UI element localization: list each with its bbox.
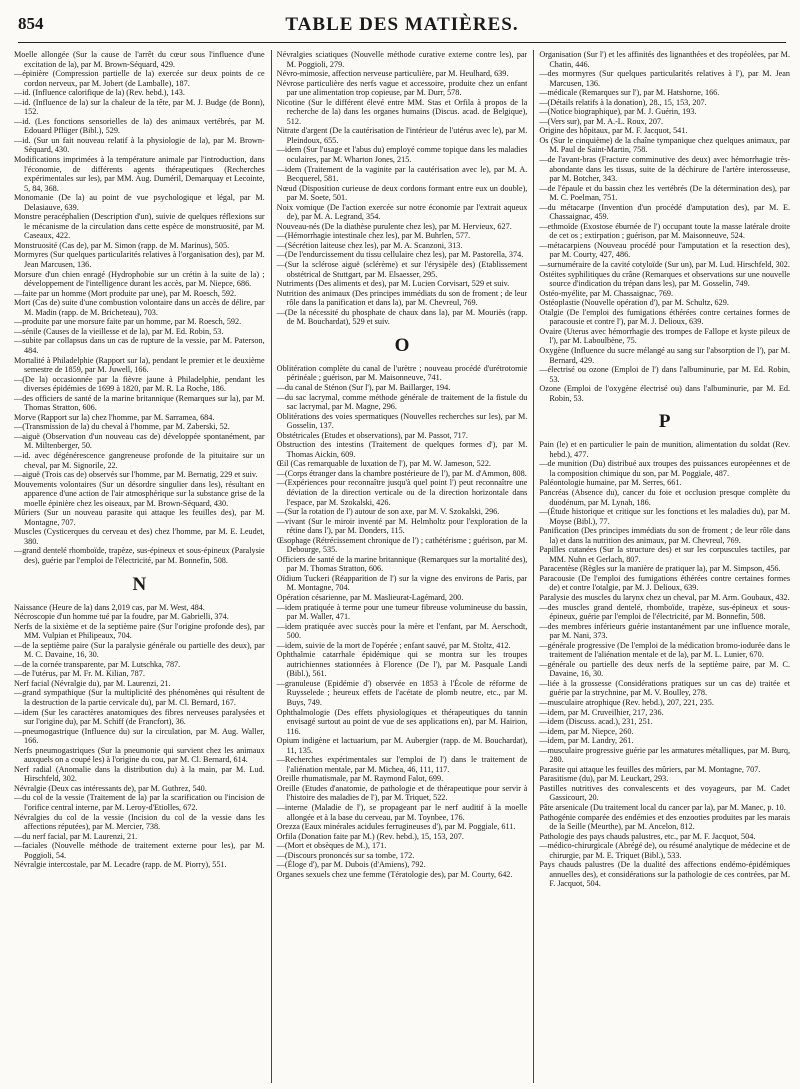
index-entry: —de l'avant-bras (Fracture comminutive des deux) avec hémorrhagie très-abondante dans les tissus, suite de la déchirure de l'artère interosseuse, par M. Botcher, 343. (539, 155, 791, 184)
index-entry: Muscles (Cysticerques du cerveau et des) chez l'homme, par M. E. Leudet, 380. (14, 527, 265, 546)
index-entry: —Recherches expérimentales sur l'emploi de l') dans le traitement de l'aliénation mentale, par M. Michea, 46, 111, 117. (276, 755, 528, 774)
index-entry: Orezza (Eaux minérales acidules ferrugineuses d'), par M. Poggiale, 611. (276, 822, 516, 832)
index-entry: —de l'épaule et du bassin chez les vertébrés (De la détermination des), par M. C. Poelman, 751. (539, 183, 791, 203)
index-entry: —(Sécrétion laiteuse chez les), par M. A. Scanzoni, 313. (276, 240, 463, 250)
index-entry: Mort (Cas de) suite d'une combustion volontaire dans un accès de délire, par M. Madin (rapp. de M. Bricheteau), 703. (14, 298, 265, 317)
index-entry: Morve (Rapport sur la) chez l'homme, par M. Sarramea, 684. (14, 412, 215, 422)
page-title: TABLE DES MATIÈRES. (285, 14, 519, 35)
header-rule (18, 42, 786, 43)
index-entry: —(Détails relatifs à la donation), 28., 15, 153, 207. (539, 97, 707, 107)
index-entry: —générale progressive (De l'emploi de la médication bromo-iodurée dans le traitement de l'aliénation mentale et de la), par M. L. Lunier, 670. (539, 640, 791, 660)
section-letter-heading: O (394, 334, 410, 356)
index-entry: —(Transmission de la) du cheval à l'homme, par M. Zaberski, 52. (14, 422, 230, 432)
column-right (533, 50, 790, 1083)
index-entry: —(Mort et obsèques de M.), 171. (276, 841, 387, 851)
index-entry: Mouvements volontaires (Sur un désordre singulier dans les), résultant en apparence d'une action de l'air atmosphérique sur la substance grise de la moelle épinière chez les oiseaux, par M. Brown-Séquard, 430. (14, 479, 265, 508)
page-number: 854 (18, 14, 44, 33)
index-entry: Monstruosité (Cas de), par M. Simon (rapp. de M. Marinus), 505. (14, 240, 230, 250)
index-entry: Parasitisme (du), par M. Leuckart, 293. (539, 774, 669, 784)
index-entry: Officiers de santé de la marine britannique (Remarques sur la mortalité des), par M. Thomas Stratton, 606. (276, 554, 528, 574)
index-entry: Origine des hôpitaux, par M. F. Jacquot, 541. (539, 126, 688, 136)
index-entry: Nitrate d'argent (De la cautérisation de l'intérieur de l'utérus avec le), par M. Pleindoux, 655. (276, 126, 528, 145)
index-entry: Mormyres (Sur quelques particularités relatives à l'organisation des), par M. Jean Marcusen, 136. (14, 250, 265, 270)
index-entry: Nouveau-nés (De la diathèse purulente chez les), par M. Hervieux, 627. (276, 221, 512, 231)
index-entry: Ostéoplastie (Nouvelle opération d'), par M. Schultz, 629. (539, 298, 729, 308)
index-entry: Pastilles nutritives des convalescents et des voyageurs, par M. Cadet Gassicourt, 20. (539, 783, 791, 803)
index-entry: Oreille rhumatismale, par M. Raymond Falot, 699. (276, 774, 444, 784)
index-entry: Nerfs de la sixième et de la septième paire (Sur l'origine profonde des), par MM. Vulpian et Philipeaux, 704. (14, 621, 265, 641)
index-entry: Névralgie (Deux cas intéressants de), par M. Guthrez, 540. (14, 783, 207, 793)
index-entry: Pain (le) et en particulier le pain de munition, alimentation du soldat (Rev. hebd.), 477. (539, 440, 791, 459)
index-entry: —(Sur la rotation de l') autour de son axe, par M. V. Szokalski, 296. (276, 507, 500, 517)
index-entry: Paracentèse (Règles sur la manière de pratiquer la), par M. Simpson, 456. (539, 564, 781, 574)
index-entry: Ostéo-myélite, par M. Chassaignac, 769. (539, 288, 674, 298)
index-entry: —id. avec dégénérescence gangreneuse profonde de la pituitaire sur un cheval, par M. Signorile, 22. (14, 450, 265, 470)
index-entry: —grand dentelé rhomboïde, trapèze, sus-épineux et sous-épineux (Paralysie des), guérie par l'emploi de l'électricité, par M. Bonnefin, 508. (14, 546, 265, 565)
index-entry: —de munition (Du) distribué aux troupes des puissances européennes et de la composition chimique du son, par M. Poggiale, 487. (539, 459, 791, 478)
index-entry: Névralgies sciatiques (Nouvelle méthode curative externe contre les), par M. Poggioli, 279. (276, 50, 528, 69)
index-entry: —granuleuse (Epidémie d') observée en 1853 à l'École de réforme de Ruysselede ; heureux effets de l'acétate de plomb neutre, etc., par M. Buys, 749. (276, 678, 528, 707)
index-entry: —électrisé ou ozone (Emploi de l') dans l'albuminurie, par M. Ed. Robin, 53. (539, 365, 791, 384)
index-entry: —interne (Maladie de l'), se propageant par le nerf auditif à la moelle allongée et à la base du cerveau, par M. Toynbee, 176. (276, 803, 528, 822)
index-entry: Oxygène (Influence du sucre mélangé au sang sur l'absorption de l'), par M. Bernard, 429. (539, 345, 791, 365)
index-entry: Paralysie des muscles du larynx chez un cheval, par M. Arm. Goubaux, 432. (539, 592, 790, 602)
index-entry: —pneumogastrique (Influence du) sur la circulation, par M. Aug. Waller, 166. (14, 726, 265, 746)
index-entry: Organes sexuels chez une femme (Tératologie des), par M. Courty, 642. (276, 869, 513, 879)
index-entry: —idem, par M. Cruveilhier, 217, 236. (539, 707, 664, 717)
index-entry: Oblitérations des voies spermatiques (Nouvelles recherches sur les), par M. Gosselin, 137. (276, 411, 528, 431)
index-entry: Papilles cutanées (Sur la structure des) et sur les corpuscules tactiles, par MM. Nuhn et Gerlach, 807. (539, 545, 791, 564)
index-entry: Névralgie intercostale, par M. Lecadre (rapp. de M. Piorry), 551. (14, 860, 227, 870)
index-entry: —idem, suivie de la mort de l'opérée ; enfant sauvé, par M. Stoltz, 412. (276, 640, 511, 650)
index-entry: Nœud (Disposition curieuse de deux cordons formant entre eux un double), par M. Soete, 501. (276, 183, 528, 203)
index-entry: —des mormyres (Sur quelques particularités relatives à l'), par M. Jean Marcusen, 136. (539, 69, 791, 88)
index-entry: Panification (Des principes immédiats du son de froment ; de leur rôle dans la) et dans la nutrition des animaux, par M. Chevreul, 769. (539, 526, 791, 545)
index-entry: —id. (Influence calorifique de la) (Rev. hebd.), 143. (14, 88, 185, 98)
index-entry: Nerfs pneumogastriques (Sur la pneumonie qui survient chez les animaux auxquels on a coupé les) à l'origine du cou, par M. Cl. Bernard, 614. (14, 745, 265, 765)
index-entry: —idem pratiquée à terme pour une tumeur fibreuse volumineuse du bassin, par M. Waller, 471. (276, 602, 528, 622)
index-entry: —idem (Traitement de la vaginite par la cautérisation avec le), par M. A. Becquerel, 581. (276, 164, 528, 184)
index-entry: —des officiers de santé de la marine britannique (Remarques sur la), par M. Thomas Stratton, 606. (14, 393, 265, 413)
index-entry: —(Vers sur), par M. A.-L. Roux, 207. (539, 116, 664, 126)
index-entry: —(Discours prononcés sur sa tombe, 172. (276, 850, 415, 860)
index-entry: Noix vomique (De l'action exercée sur notre économie par l'extrait aqueux de), par M. A. Legrand, 354. (276, 202, 528, 222)
index-entry: —id. (Sur un fait nouveau relatif à la physiologie de la), par M. Brown-Séquard, 430. (14, 135, 265, 155)
index-entry: Nutrition des animaux (Des principes immédiats du son de froment ; de leur rôle dans la panification et dans la), par M. Chevreul, 769. (276, 288, 528, 308)
index-entry: Ostéites syphilitiques du crâne (Remarques et observations sur une nouvelle source d'indication du trépan dans les), par M. Gosselin, 749. (539, 269, 791, 289)
index-entry: Oreille (Etudes d'anatomie, de pathologie et de thérapeutique pour servir à l'histoire des maladies de l'), par M. Triquet, 522. (276, 783, 528, 803)
index-entry: Œsophage (Rétrécissement chronique de l') ; cathétérisme ; guérison, par M. Debourge, 535. (276, 535, 528, 555)
index-entry: Nécroscopie d'un homme tué par la foudre, par M. Gabrielli, 374. (14, 612, 229, 622)
index-entry: —(De la nécessité du phosphate de chaux dans la), par M. Mouriès (rapp. de M. Bouchardat), 529 et suiv. (276, 307, 528, 327)
index-entry: —du canal de Sténon (Sur l'), par M. Baillarger, 194. (276, 382, 451, 392)
index-entry: Moelle allongée (Sur la cause de l'arrêt du cœur sous l'influence d'une excitation de la), par M. Brown-Séquard, 429. (14, 50, 265, 69)
index-entry: —musculaire atrophique (Rev. hebd.), 207, 221, 235. (539, 698, 714, 707)
index-columns (14, 50, 790, 1083)
index-entry: —(Sur la sclérose aiguë (sclérème) et sur l'érysipèle des) (Etablissement obstétrical de Stuttgart, par M. Elsaesser, 295. (276, 260, 528, 279)
column-middle (271, 50, 528, 1083)
index-entry: —médicale (Remarques sur l'), par M. Hatshorne, 166. (539, 88, 720, 98)
index-entry: Monomanie (De la) au point de vue psychologique et légal, par M. Delasiauve, 639. (14, 193, 265, 212)
index-entry: —des muscles grand dentelé, rhomboïde, trapèze, sus-épineux et sous-épineux, guérie par l'emploi de l'électricité, par M. Bonnefin, 508. (539, 602, 791, 622)
index-entry: Nutriments (Des aliments et des), par M. Lucien Corvisart, 529 et suiv. (276, 279, 510, 289)
index-entry: —ethmoïde (Exostose éburnée de l') occupant toute la masse latérale droite de cet os ; extirpation ; guérison, par M. Maisonneuve, 524. (539, 221, 791, 241)
index-entry: Névrose particulière des nerfs vague et accessoire, produite chez un enfant par une alimentation trop copieuse, par M. Durr, 578. (276, 78, 528, 98)
index-entry: —(De l'endurcissement du tissu cellulaire chez les), par M. Pastorella, 374. (276, 250, 524, 260)
section-letter-heading: P (658, 411, 671, 433)
index-entry: Pâte arsenicale (Du traitement local du cancer par la), par M. Manec, p. 10. (539, 803, 786, 813)
index-entry: Paracousie (De l'emploi des fumigations éthérées contre certaines formes de) et contre l'otalgie, par M. J. Delioux, 639. (539, 573, 791, 593)
index-entry: —id. (Les fonctions sensorielles de la) des animaux vertébrés, par M. Edouard Pflüger (Bibl.), 529. (14, 116, 265, 136)
index-entry: Pancréas (Absence du), cancer du foie et occlusion presque complète du duodénum, par M. Lynah, 186. (539, 487, 791, 507)
index-entry: —épinière (Compression partielle de la) exercée sur deux points de ce cordon nerveux, par M. Jobert (de Lamballe), 187. (14, 69, 265, 88)
index-entry: Nerf facial (Névralgie du), par M. Laurenzi, 21. (14, 678, 171, 688)
index-entry: —aiguë (Observation d'un nouveau cas de) développée spontanément, par M. Miltenberger, 50. (14, 431, 265, 451)
index-entry: —idem, par M. Niepce, 260. (539, 726, 634, 736)
index-entry: —de l'utérus, par M. Fr. M. Kilian, 787. (14, 669, 145, 679)
index-entry: —(Notice biographique), par M. J. Guérin, 193. (539, 107, 697, 117)
index-entry: —générale ou partielle des deux nerfs de la septième paire, par M. C. Davaine, 16, 30. (539, 659, 791, 679)
index-entry: —idem (Discuss. acad.), 231, 251. (539, 717, 653, 727)
index-entry: —faciales (Nouvelle méthode de traitement externe pour les), par M. Poggioli, 54. (14, 841, 265, 860)
index-entry: Névralgies du col de la vessie (Incision du col de la vessie dans les affections réputées), par M. Mercier, 738. (14, 812, 265, 832)
index-entry: Monstre peracéphalien (Description d'un), suivie de quelques réflexions sur le mécanisme de la circulation dans cette espèce de monstruosité, par M. Caseaux, 422. (14, 212, 265, 241)
index-entry: —subite par collapsus dans un cas de rupture de la vessie, par M. Paterson, 484. (14, 336, 265, 355)
index-entry: Oblitération complète du canal de l'urètre ; nouveau procédé d'urétrotomie périnéale ; guérison, par M. Maisonneuve, 741. (276, 363, 528, 383)
index-entry: —du métacarpe (Invention d'un procédé d'amputation des), par M. E. Chassaignac, 459. (539, 202, 791, 222)
page-header (18, 14, 786, 44)
index-entry: —produite par une morsure faite par un homme, par M. Roesch, 592. (14, 317, 242, 327)
index-entry: —(De la) occasionnée par la fièvre jaune à Philadelphie, pendant les diverses épidémies de 1699 à 1820, par M. R. La Roche, 186. (14, 374, 265, 394)
index-entry: —(Corps étranger dans la chambre postérieure de l'), par M. d'Ammon, 808. (276, 468, 527, 478)
index-entry: Modifications imprimées à la température animale par l'introduction, dans l'économie, de différents agents thérapeutiques (Recherches expérimentales sur les), par MM. Aug. Duméril, Demarquay et Lecointe, 5, 84, 368. (14, 155, 265, 193)
section-letter-heading: N (132, 573, 147, 595)
index-entry: Otalgie (De l'emploi des fumigations éthérées contre certaines formes de paracousie et contre l'), par M. J. Delioux, 639. (539, 307, 791, 327)
index-entry: —des membres inférieurs guérie instantanément par une influence morale, par M. Nani, 373. (539, 621, 791, 641)
index-entry: Opération césarienne, par M. Maslieurat-Lagémard, 200. (276, 592, 464, 602)
index-entry: —sénile (Causes de la vieillesse et de la), par M. Ed. Robin, 53. (14, 326, 224, 336)
index-entry: Névro-mimosie, affection nerveuse particulière, par M. Heulhard, 639. (276, 69, 509, 79)
index-entry: Os (Sur le cinquième) de la chaîne tympanique chez quelques animaux, par M. Paul de Saint-Martin, 758. (539, 135, 791, 155)
index-entry: —idem, par M. Landry, 261. (539, 736, 634, 746)
index-entry: Opium indigène et lactuarium, par M. Aubergier (rapp. de M. Bouchardat), 11, 135. (276, 736, 528, 755)
index-entry: Pays chauds palustres (De la dualité des affections endémo-épidémiques annuelles des), et considérations sur la pathologie de ces contrées, par M. F. Jacquot, 504. (539, 860, 791, 889)
index-entry: Œil (Cas remarquable de luxation de l'), par M. W. Jameson, 522. (276, 459, 491, 469)
index-entry: Pathologie des pays chauds palustres, etc., par M. F. Jacquot, 504. (539, 831, 756, 841)
index-entry: Ophthalmologie (Des effets physiologiques et thérapeutiques du tannin envisagé surtout au point de vue de ses applications en), par M. Hairion, 116. (276, 707, 528, 736)
index-entry: Morsure d'un chien enragé (Hydrophobie sur un crétin à la suite de la) ; développement de l'intelligence durant les accès, par M. Niepce, 686. (14, 269, 265, 289)
column-left (14, 50, 265, 1083)
index-entry: Mortalité à Philadelphie (Rapport sur la), pendant le premier et le deuxième semestre de 1859, par M. Juwell, 166. (14, 355, 265, 375)
index-entry: —(Éloge d'), par M. Dubois (d'Amiens), 792. (276, 860, 426, 870)
index-entry: —idem (Sur l'usage et l'abus du) employé comme topique dans les maladies oculaires, par M. Wharton Jones, 215. (276, 145, 528, 165)
index-entry: —(Étude historique et critique sur les fonctions et les maladies du), par M. Moyse (Bibl.), 77. (539, 507, 791, 526)
index-entry: Nicotine (Sur le différent élevé entre MM. Stas et Orfila à propos de la recherche de la) dans les organes humains (Discus. acad. de Belgique), 512. (276, 97, 528, 126)
index-entry: Pathogénie comparée des endémies et des enzooties produites par les marais de la Seille (Meurthe), par M. Ancelon, 812. (539, 812, 791, 832)
index-entry: Obstruction des intestins (Traitement de quelques formes d'), par M. Thomas Aickin, 609. (276, 440, 528, 459)
index-entry: —idem (Sur les caractères anatomiques des fibres nerveuses paralysées et sur l'origine du), par M. Schiff (de Francfort), 36. (14, 707, 265, 727)
index-entry: —(Expériences pour reconnaître jusqu'à quel point l') peut reconnaître une déviation de la direction verticale ou de la direction horizontale dans l'espace, par M. Szokalski, 426. (276, 478, 528, 507)
index-entry: Parasite qui attaque les feuilles des mûriers, par M. Montagne, 707. (539, 764, 761, 774)
index-entry: —id. (Influence de la) sur la chaleur de la tête, par M. J. Budge (de Bonn), 152. (14, 97, 265, 117)
index-entry: —musculaire progressive guérie par les armatures métalliques, par M. Burq, 280. (539, 745, 791, 765)
index-entry: Naissance (Heure de la) dans 2,019 cas, par M. West, 484. (14, 602, 205, 612)
index-entry: Ovaire (Uterus avec hémorrhagie des trompes de Fallope et kyste pileux de l'), par M. Laboulbène, 75. (539, 326, 791, 346)
index-entry: —de la septième paire (Sur la paralysie générale ou partielle des deux), par M. C. Davaine, 16, 30. (14, 640, 265, 660)
index-entry: Mûriers (Sur un nouveau parasite qui attaque les feuilles des), par M. Montagne, 707. (14, 508, 265, 527)
index-entry: Ozone (Emploi de l'oxygène électrisé ou) dans l'albuminurie, par M. Ed. Robin, 53. (539, 384, 791, 403)
index-entry: Orfila (Donation faite par M.) (Rev. hebd.), 15, 153, 207. (276, 831, 464, 841)
index-entry: —de la cornée transparente, par M. Lutschka, 787. (14, 659, 181, 669)
index-entry: Organisation (Sur l') et les affinités des lignanthées et des tropéolées, par M. Chatin, 446. (539, 50, 791, 69)
index-entry: —faite par un homme (Mort produite par une), par M. Roesch, 592. (14, 288, 237, 298)
index-entry: —surnuméraire de la cavité cotyloïde (Sur un), par M. Lud. Hirschfeld, 302. (539, 260, 790, 270)
index-entry: Obstétricales (Etudes et observations), par M. Passot, 717. (276, 430, 468, 440)
index-entry: —du nerf facial, par M. Laurenzi, 21. (14, 831, 138, 841)
index-entry: Paléontologie humaine, par M. Serres, 661. (539, 478, 682, 488)
index-entry: —du col de la vessie (Traitement de la) par la scarification ou l'incision de l'orifice central interne, par M. Leroy-d'Etiolles, 672. (14, 793, 265, 813)
index-entry: —vivant (Sur le miroir inventé par M. Helmholtz pour l'exploration de la rétine dans l'), par M. Donders, 115. (276, 516, 528, 536)
index-entry: Ophthalmie catarrhale épidémique qui se montra sur les troupes autrichiennes stationnées à Florence (De l'), par M. Pasquale Landi (Bibl.), 561. (276, 650, 528, 679)
index-entry: Oïdium Tuckeri (Réapparition de l') sur la vigne des environs de Paris, par M. Montagne, 704. (276, 573, 528, 593)
index-entry: —liée à la grossesse (Considérations pratiques sur un cas de) traitée et guérie par la strychnine, par M. V. Boulley, 278. (539, 678, 791, 698)
index-entry: —aiguë (Trois cas de) observés sur l'homme, par M. Bernatig, 229 et suiv. (14, 470, 258, 480)
index-entry: —métacarpiens (Nouveau procédé pour l'amputation et la resection des), par M. Courty, 427, 486. (539, 240, 791, 260)
index-entry: —idem pratiquée avec succès pour la mère et l'enfant, par M. Aerschodt, 500. (276, 621, 528, 641)
index-entry: —médico-chirurgicale (Abrégé de), ou résumé analytique de médecine et de chirurgie, par M. E. Triquet (Bibl.), 533. (539, 841, 791, 860)
index-entry: —du sac lacrymal, comme méthode générale de traitement de la fistule du sac lacrymal, par M. Magne, 296. (276, 392, 528, 412)
index-entry: —grand sympathique (Sur la multiplicité des phénomènes qui résultent de la destruction de la partie cervicale du), par M. Cl. Bernard, 167. (14, 688, 265, 707)
index-entry: Nerf radial (Anomalie dans la distribution du) à la main, par M. Lud. Hirschfeld, 302. (14, 764, 265, 784)
index-entry: —(Hémorrhagie intestinale chez les), par M. Buhrlen, 577. (276, 231, 471, 241)
